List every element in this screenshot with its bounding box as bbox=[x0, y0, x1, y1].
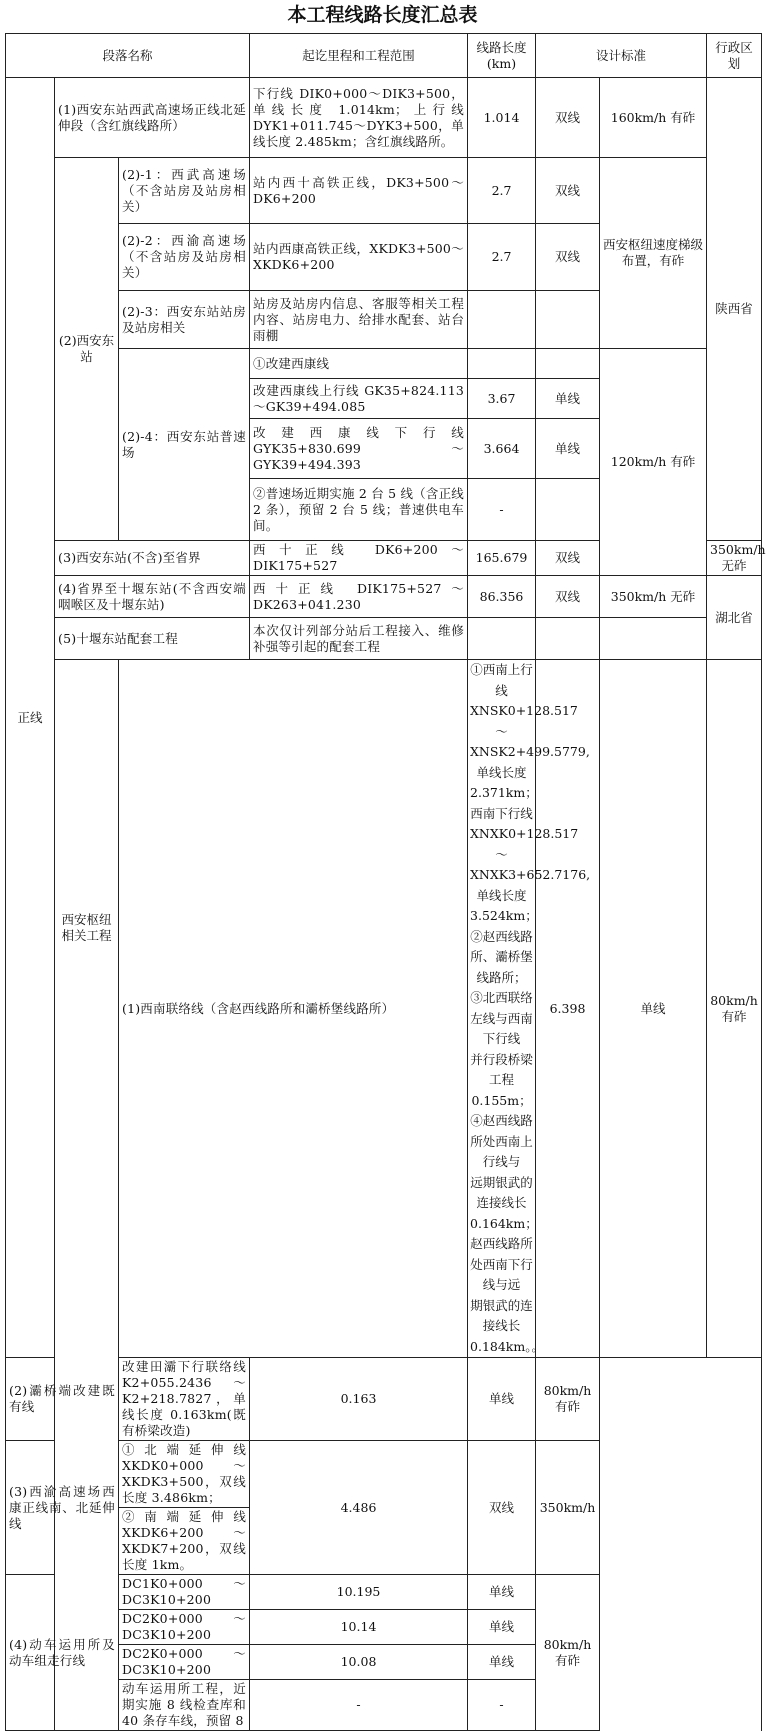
speed-cell bbox=[600, 618, 707, 660]
range-line: 期银武的连接线长 0.184km。。 bbox=[470, 1297, 544, 1354]
length-cell: 4.486 bbox=[250, 1441, 468, 1575]
length-cell: 10.08 bbox=[250, 1645, 468, 1680]
track-cell: 双线 bbox=[536, 541, 600, 576]
range-line: XNXK3+652.7176, 单线长度 bbox=[470, 867, 591, 903]
range-cell: DC2K0+000～DC3K10+200 bbox=[119, 1645, 250, 1680]
length-cell bbox=[468, 618, 536, 660]
segment-cell: (2)-1：西武高速场（不含站房及站房相关） bbox=[119, 158, 250, 224]
length-cell: 3.664 bbox=[468, 419, 536, 479]
table-row bbox=[6, 1645, 762, 1680]
header-region: 行政区划 bbox=[707, 34, 762, 78]
range-cell: 本次仅计列部分站后工程接入、维修补强等引起的配套工程 bbox=[250, 618, 468, 660]
region-shaanxi: 陕西省 bbox=[707, 78, 762, 541]
track-cell: 单线 bbox=[468, 1358, 536, 1441]
length-cell: 2.7 bbox=[468, 158, 536, 224]
header-length: 线路长度(km) bbox=[468, 34, 536, 78]
segment-cell: (2)灞桥端改建既有线 bbox=[6, 1358, 119, 1441]
segment-cell: (1)西安东站西武高速场正线北延伸段（含红旗线路所） bbox=[55, 78, 250, 158]
region-hubei: 湖北省 bbox=[707, 576, 762, 660]
track-cell: 单线 bbox=[600, 660, 707, 1358]
track-cell: 双线 bbox=[536, 224, 600, 291]
table-title: 本工程线路长度汇总表 bbox=[287, 4, 478, 26]
header-segment: 段落名称 bbox=[6, 34, 250, 78]
length-cell bbox=[468, 349, 536, 379]
range-cell: ②普速场近期实施 2 台 5 线（含正线 2 条），预留 2 台 5 线；普速供电车间。 bbox=[250, 479, 468, 541]
speed-cell: 80km/h 有砟 bbox=[536, 1575, 600, 1731]
track-cell bbox=[536, 349, 600, 379]
track-cell: - bbox=[468, 1680, 536, 1731]
length-cell: 10.195 bbox=[250, 1575, 468, 1610]
range-line: ④赵西线路所处西南上行线与 bbox=[470, 1113, 533, 1169]
range-cell: 下行线 DIK0+000～DIK3+500，单线长度 1.014km；上行线 DYK1+011.745～DYK3+500，单线长度 2.485km；含红旗线路所。 bbox=[250, 78, 468, 158]
speed-cell: 80km/h 有砟 bbox=[707, 660, 762, 1358]
range-line: XNXK0+128.517～ bbox=[470, 826, 579, 862]
track-cell: 双线 bbox=[536, 78, 600, 158]
segment-cell: (2)-4：西安东站普速场 bbox=[119, 349, 250, 541]
track-cell: 单线 bbox=[536, 419, 600, 479]
table-row bbox=[6, 1441, 762, 1508]
length-cell bbox=[468, 291, 536, 349]
range-cell: ①改建西康线 bbox=[250, 349, 468, 379]
table-row bbox=[6, 1680, 762, 1731]
range-line: 赵西线路所处西南下行线与远 bbox=[470, 1236, 533, 1292]
range-line: XNSK2+499.5779, 单线长度 bbox=[470, 744, 590, 780]
segment-cell: (4)动车运用所及动车组走行线 bbox=[6, 1575, 119, 1731]
range-cell: 改建西康线上行线 GK35+824.113～GK39+494.085 bbox=[250, 379, 468, 419]
range-line: 2.371km；西南下行线 bbox=[470, 785, 538, 821]
speed-cell: 350km/h 无砟 bbox=[600, 576, 707, 618]
table-row bbox=[6, 660, 762, 1358]
table-row bbox=[6, 576, 762, 618]
length-cell: 6.398 bbox=[536, 660, 600, 1358]
range-cell: 站内西康高铁正线，XKDK3+500～XKDK6+200 bbox=[250, 224, 468, 291]
table-row bbox=[6, 78, 762, 158]
track-cell bbox=[536, 618, 600, 660]
table-row bbox=[6, 158, 762, 224]
segment-cell: (3)西渝高速场西康正线南、北延伸线 bbox=[6, 1441, 119, 1575]
range-cell: 改建田灞下行联络线 K2+055.2436～K2+218.7827，单线长度 0.163km(既有桥梁改造) bbox=[119, 1358, 250, 1441]
track-cell: 双线 bbox=[536, 158, 600, 224]
range-line: ③北西联络左线与西南下行线 bbox=[470, 990, 533, 1046]
route-length-table bbox=[5, 33, 766, 1731]
range-cell: 站内西十高铁正线，DK3+500～DK6+200 bbox=[250, 158, 468, 224]
track-cell: 单线 bbox=[468, 1575, 536, 1610]
range-line: ①西南上行线 XNSK0+128.517～ bbox=[470, 662, 578, 739]
speed-cell: 350km/h bbox=[536, 1441, 600, 1575]
table-row bbox=[6, 1610, 762, 1645]
group-xian-hub: 西安枢纽相关工程 bbox=[55, 660, 119, 1731]
header-range: 起讫里程和工程范围 bbox=[250, 34, 468, 78]
range-line: ②赵西线路所、灞桥堡线路所； bbox=[470, 928, 533, 985]
segment-cell: (2)-2：西渝高速场（不含站房及站房相关） bbox=[119, 224, 250, 291]
segment-cell: (1)西南联络线（含赵西线路所和灞桥堡线路所） bbox=[119, 660, 468, 1358]
range-line: 3.524km； bbox=[470, 908, 538, 923]
range-cell: ②南端延伸线 XKDK6+200～XKDK7+200，双线长度 1km。 bbox=[119, 1508, 250, 1575]
table-row bbox=[6, 618, 762, 660]
group-station: (2)西安东站 bbox=[55, 158, 119, 541]
speed-cell: 西安枢纽速度梯级布置，有砟 bbox=[600, 158, 707, 349]
segment-cell: (2)-3：西安东站站房及站房相关 bbox=[119, 291, 250, 349]
header-row bbox=[6, 34, 762, 78]
range-cell: 改建西康线下行线 GYK35+830.699～GYK39+494.393 bbox=[250, 419, 468, 479]
range-cell: DC1K0+000～DC3K10+200 bbox=[119, 1575, 250, 1610]
track-cell: 单线 bbox=[468, 1610, 536, 1645]
track-cell: 单线 bbox=[468, 1645, 536, 1680]
length-cell: 86.356 bbox=[468, 576, 536, 618]
range-cell: DC2K0+000～DC3K10+200 bbox=[119, 1610, 250, 1645]
range-cell: 西十正线 DIK175+527～DK263+041.230 bbox=[250, 576, 468, 618]
range-cell: 站房及站房内信息、客服等相关工程内容、站房电力、给排水配套、站台雨棚 bbox=[250, 291, 468, 349]
segment-cell: (5)十堰东站配套工程 bbox=[55, 618, 250, 660]
range-line: 远期银武的连接线长 0.164km； bbox=[470, 1174, 538, 1231]
header-standard: 设计标准 bbox=[536, 34, 707, 78]
table-row bbox=[6, 1358, 762, 1441]
length-cell: 165.679 bbox=[468, 541, 536, 576]
length-cell: 2.7 bbox=[468, 224, 536, 291]
range-cell: 西十正线 DK6+200～DIK175+527 bbox=[250, 541, 468, 576]
segment-cell: (4)省界至十堰东站(不含西安端咽喉区及十堰东站) bbox=[55, 576, 250, 618]
range-line: 并行段桥梁工程 0.155m； bbox=[470, 1051, 533, 1108]
range-cell: ①北端延伸线 XKDK0+000～XKDK3+500，双线长度 3.486km； bbox=[119, 1441, 250, 1508]
group-main: 正线 bbox=[6, 78, 55, 1358]
range-cell: 动车运用所工程，近期实施 8 线检查库和 40 条存车线，预留 8 bbox=[119, 1680, 250, 1731]
length-cell: 3.67 bbox=[468, 379, 536, 419]
table-row bbox=[6, 349, 762, 379]
track-cell: 单线 bbox=[536, 379, 600, 419]
track-cell bbox=[536, 291, 600, 349]
length-cell: 10.14 bbox=[250, 1610, 468, 1645]
speed-cell: 80km/h 有砟 bbox=[536, 1358, 600, 1441]
speed-cell: 160km/h 有砟 bbox=[600, 78, 707, 158]
length-cell: 1.014 bbox=[468, 78, 536, 158]
track-cell: 双线 bbox=[536, 576, 600, 618]
length-cell: - bbox=[468, 479, 536, 541]
track-cell bbox=[536, 479, 600, 541]
speed-cell: 120km/h 有砟 bbox=[600, 349, 707, 576]
speed-cell: 350km/h 无砟 bbox=[707, 541, 762, 576]
length-cell: - bbox=[250, 1680, 468, 1731]
length-cell: 0.163 bbox=[250, 1358, 468, 1441]
table-row bbox=[6, 1575, 762, 1610]
track-cell: 双线 bbox=[468, 1441, 536, 1575]
segment-cell: (3)西安东站(不含)至省界 bbox=[55, 541, 250, 576]
